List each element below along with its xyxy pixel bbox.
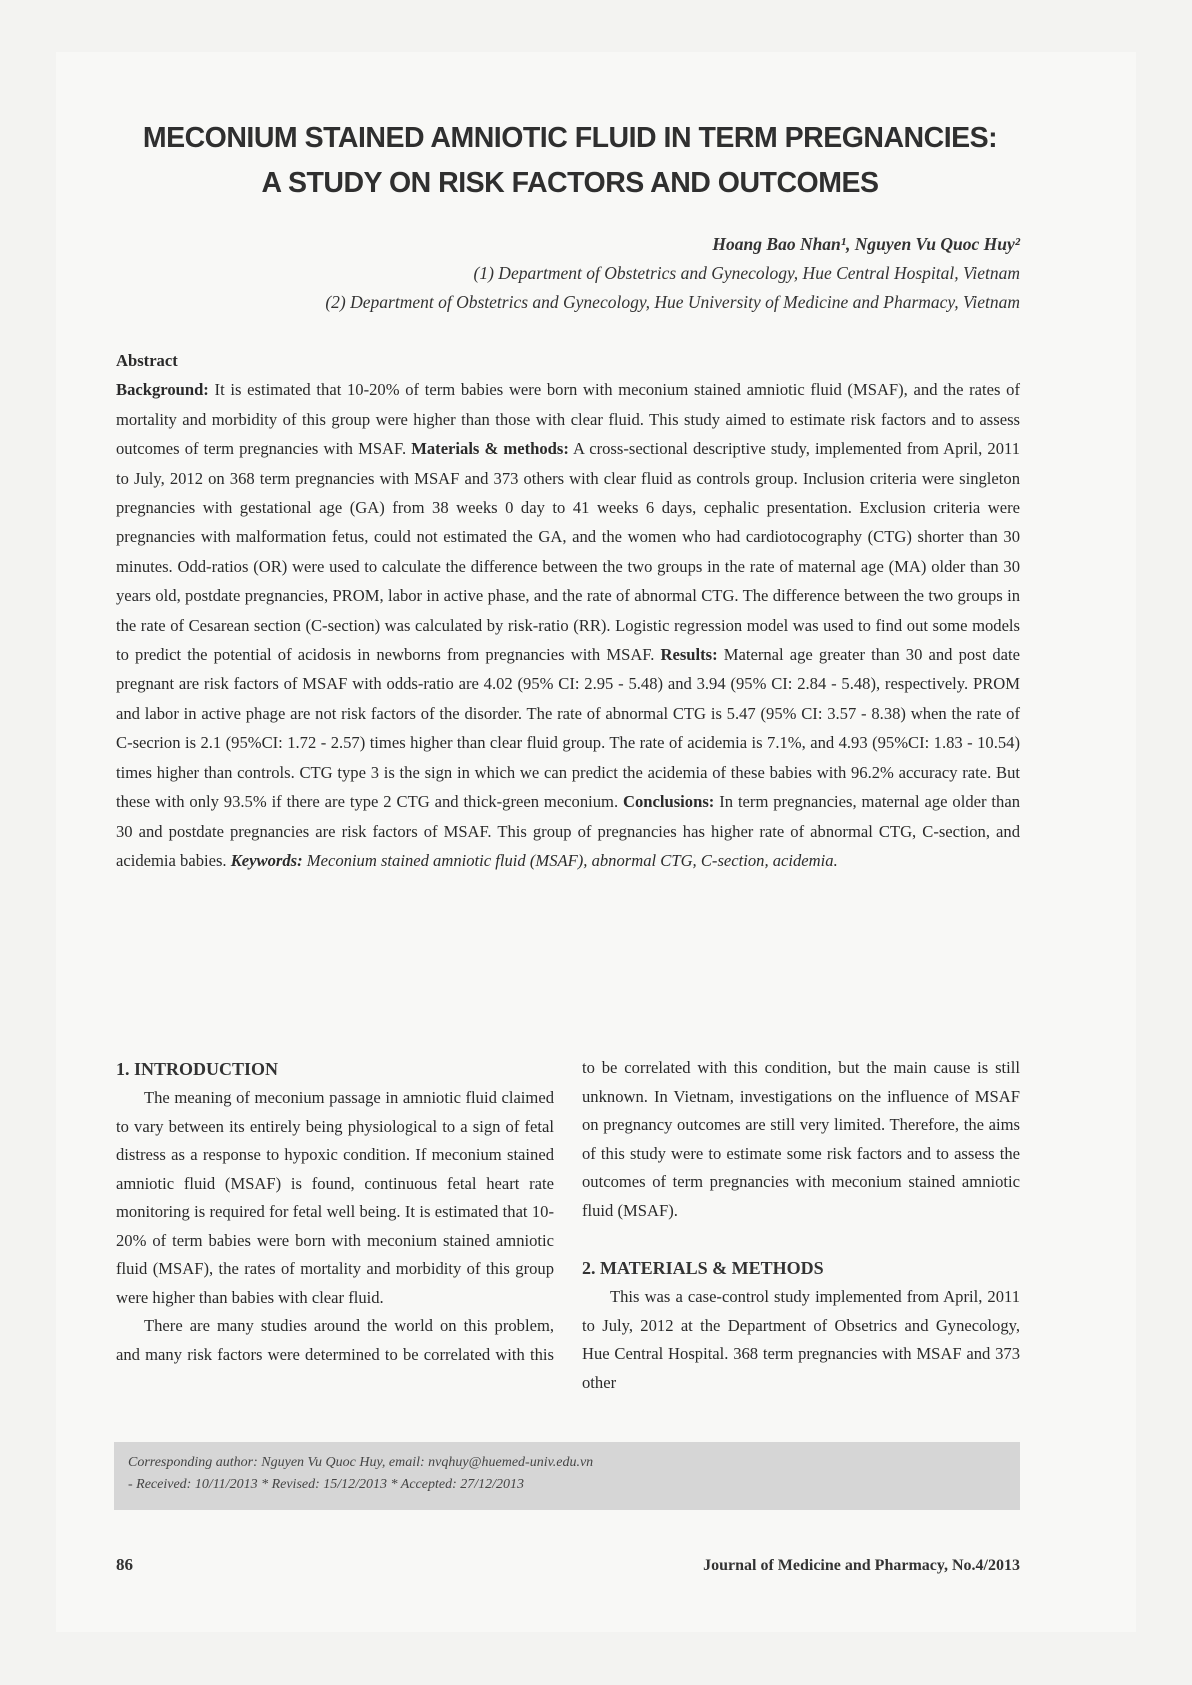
intro-paragraph-2: There are many studies around the world on this problem, and many risk factors were determined to be correlated with this — [116, 1316, 554, 1364]
corresponding-author: Corresponding author: Nguyen Vu Quoc Huy, email: nvqhuy@huemed-univ.edu.vn — [128, 1455, 594, 1470]
methods-text: A cross-sectional descriptive study, implemented from April, 2011 to July, 2012 on 368 term pregnancies with MSAF and 373 others with clear fluid as controls group. Inclusion criteria were singleton pregnancies with gestational age (GA) from 38 weeks 0 day to 41 weeks 6 days, cephalic presentation. Exclusion criteria were pregnancies with malformation fetus, could not estimated the GA, and the women who had cardiotocography (CTG) shorter than 30 minutes. Odd-ratios (OR) were used to calculate the difference between the two groups in the rate of maternal age (MA) older than 30 years old, postdate pregnancies, PROM, labor in active phase, and the rate of abnormal CTG. The difference between the two groups in the rate of Cesarean section (C-section) was calculated by risk-ratio (RR). Logistic regression model was used to find out some models to predict the potential of acidosis in newborns from pregnancies with MSAF. — [116, 439, 1020, 665]
background-text: It is estimated that 10-20% of term babies were born with meconium stained amniotic fluid (MSAF), and the rates of mortality and morbidity of this group were higher than those with clear fluid. This study aimed to estimate risk factors and to assess outcomes of term pregnancies with MSAF. — [116, 380, 1020, 459]
abstract-heading: Abstract — [116, 351, 178, 370]
methods-paragraph-1: This was a case-control study implemented from April, 2011 to July, 2012 at the Department of Obsetrics and Gynecology, Hue Central Hospital. 368 term pregnancies with MSAF and 373 other — [582, 1287, 1020, 1392]
title-line-2: A STUDY ON RISK FACTORS AND OUTCOMES — [261, 167, 879, 199]
right-column — [582, 1054, 1020, 1397]
keywords — [231, 851, 838, 870]
intro-heading: 1. INTRODUCTION — [116, 1059, 279, 1079]
results-label: Results: — [660, 645, 718, 665]
intro-paragraph-1: The meaning of meconium passage in amniotic fluid claimed to vary between its entirely being physiological to a sign of fetal distress as a response to hypoxic condition. If meconium stained amniotic fluid (MSAF) is found, continuous fetal heart rate monitoring is required for fetal well being. It is estimated that 10-20% of term babies were born with meconium stained amniotic fluid (MSAF), the rates of mortality and morbidity of this group were higher than babies with clear fluid. — [116, 1088, 554, 1307]
conclusions-label: Conclusions: — [623, 792, 715, 812]
spacer — [582, 1225, 1020, 1253]
title-line-1: MECONIUM STAINED AMNIOTIC FLUID IN TERM PREGNANCIES: — [142, 122, 998, 154]
received-dates: - Received: 10/11/2013 * Revised: 15/12/2013 * Accepted: 27/12/2013 — [128, 1477, 525, 1492]
conclusions-text: In term pregnancies, maternal age older than 30 and postdate pregnancies are risk factors of MSAF. This group of pregnancies has higher rate of abnormal CTG, C-section, and acidemia babies. — [116, 792, 1020, 870]
intro-paragraph-2-continued: to be correlated with this condition, but the main cause is still unknown. In Vietnam, investigations on the influence of MSAF on pregnancy outcomes are still very limited. Therefore, the aims of this study were to estimate some risk factors and to assess the outcomes of term pregnancies with meconium stained amniotic fluid (MSAF). — [582, 1058, 1020, 1220]
abstract-body — [116, 375, 1020, 875]
correspondence-box — [114, 1442, 1020, 1510]
page-number: 86 — [116, 1555, 133, 1574]
affiliation-1: (1) Department of Obstetrics and Gynecology, Hue Central Hospital, Vietnam — [473, 263, 1020, 283]
keywords-label: Keywords: — [230, 850, 303, 870]
affiliation-2: (2) Department of Obstetrics and Gynecology, Hue University of Medicine and Pharmacy, Vietnam — [325, 292, 1020, 312]
author-names: Hoang Bao Nhan¹, Nguyen Vu Quoc Huy² — [712, 234, 1020, 254]
background-label: Background: — [116, 380, 209, 400]
methods-heading: 2. MATERIALS & METHODS — [582, 1258, 824, 1278]
journal-footer: Journal of Medicine and Pharmacy, No.4/2013 — [703, 1557, 1020, 1574]
keywords-text: Meconium stained amniotic fluid (MSAF), abnormal CTG, C-section, acidemia. — [302, 850, 838, 870]
abstract — [116, 346, 1020, 875]
author-block — [220, 230, 1020, 317]
left-column — [116, 1054, 554, 1369]
paper-title — [100, 116, 1040, 206]
results-text: Maternal age greater than 30 and post date pregnant are risk factors of MSAF with odds-ratio are 4.02 (95% CI: 2.95 - 5.48) and 3.94 (95% CI: 2.84 - 5.48), respectively. PROM and labor in active phage are not risk factors of the disorder. The rate of abnormal CTG is 5.47 (95% CI: 3.57 - 8.38) when the rate of C-secrion is 2.1 (95%CI: 1.72 - 2.57) times higher than clear fluid group. The rate of acidemia is 7.1%, and 4.93 (95%CI: 1.83 - 10.54) times higher than controls. CTG type 3 is the sign in which we can predict the acidemia of these babies with 96.2% accuracy rate. But these with only 93.5% if there are type 2 CTG and thick-green meconium. — [116, 645, 1020, 812]
methods-label: Materials & methods: — [411, 439, 569, 459]
